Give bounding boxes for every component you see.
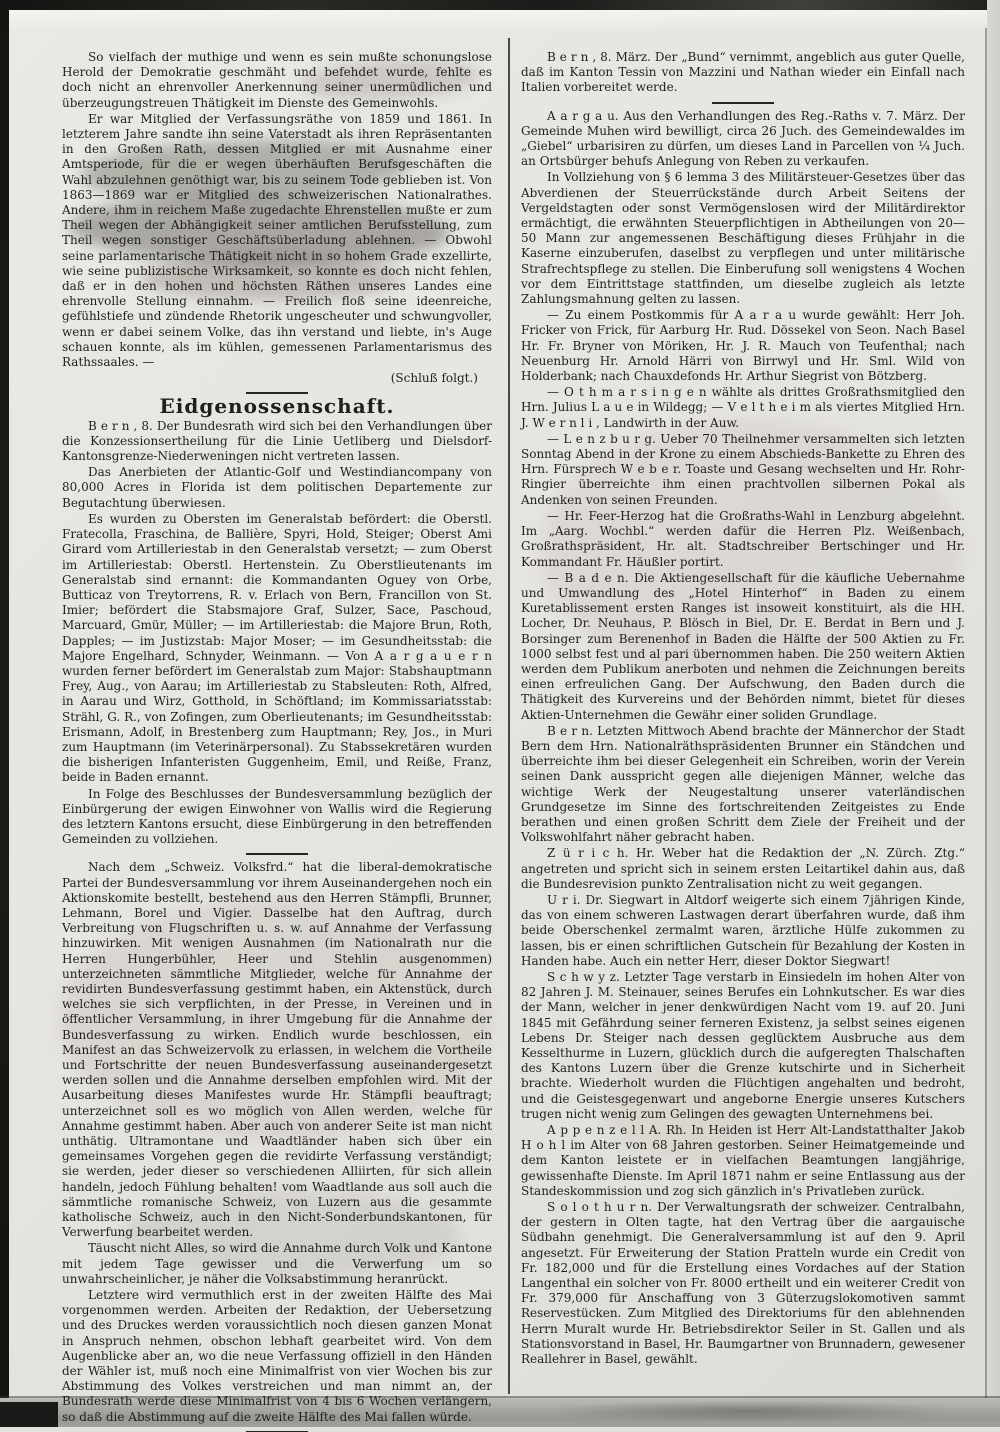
- article-paragraph: S o l o t h u r n. Der Verwaltungsrath der schweizer. Centralbahn, der gestern in Olten tagte, hat den Vertrag über die aargauische Südbahn genehmigt. Die Generalversammlung ist auf den 9. April angesetzt. Für Erweiterung der Station Pratteln wurde ein Credit von Fr. 182,000 und für die Erstellung eines Vordaches auf der Station Langenthal ein solcher von Fr. 8000 ertheilt und ein weiterer Credit von Fr. 379,000 für Anschaffung von 3 Güterzugslokomotiven sammt Reservestücken. Zum Mitglied des Direktoriums für den ablehnenden Herrn Muralt wurde Hr. Betriebsdirektor Seiler in St. Gallen und als Stationsvorstand in Basel, Hr. Baumgartner von Brunnadern, gewesener Reallehrer in Basel, gewählt.: [521, 1200, 965, 1367]
- page-edge-highlight: [0, 10, 1000, 32]
- article-paragraph: In Folge des Beschlusses der Bundesversammlung bezüglich der Einbürgerung der ewigen Einwohner von Wallis wird die Regierung des letztern Kantons ersucht, diese Einbürgerung in den betreffenden Gemeinden zu vollziehen.: [62, 786, 492, 847]
- article-paragraph: B e r n , 8. März. Der „Bund“ vernimmt, angeblich aus guter Quelle, daß im Kanton Tessin von Mazzini und Nathan wieder ein Einfall nach Italien vorbereitet werde.: [521, 50, 965, 95]
- article-paragraph: In Vollziehung von § 6 lemma 3 des Militärsteuer-Gesetzes über das Abverdienen der Steuerrückstände durch Arbeit Seitens der Vergeldstagten oder sonst Vermögenslosen wird der Militärdirektor ermächtigt, die erwähnten Steuerpflichtigen in Abtheilungen von 20—50 Mann zur angemessenen Beschäftigung dieses Frühjahr in die Kaserne einzuberufen, daselbst zu verpflegen und unter militärische Strafrechtspflege zu stellen. Die Einberufung soll wenigstens 4 Wochen vor dem Eintrittstage stattfinden, um dieselbe zugleich als letzte Zahlungsmahnung gelten zu lassen.: [521, 170, 965, 307]
- article-paragraph: — B a d e n. Die Aktiengesellschaft für die käufliche Uebernahme und Umwandlung des „Hotel Hinterhof“ in Baden zu einem Kuretablissement ersten Ranges ist insoweit konstituirt, als die HH. Locher, Dr. Neuhaus, P. Blösch in Biel, Dr. E. Berdat in Bern und J. Borsinger zum Berenenhof in Baden die Hälfte der 500 Aktien zu Fr. 1000 selbst fest und al pari übernommen haben. Die 250 weitern Aktien werden dem Publikum anerboten und nehmen die Zeichnungen bereits einen erfreulichen Gang. Der Aufschwung, den Baden durch die Thätigkeit des Kurvereins und der Behörden nimmt, bietet für dieses Aktien-Unternehmen die Gewähr einer soliden Grundlage.: [521, 570, 965, 722]
- article-paragraph: Er war Mitglied der Verfassungsräthe von 1859 und 1861. In letzterem Jahre sandte ihn seine Vaterstadt als ihren Repräsentanten in den Großen Rath, dessen Mitglied er mit Ausnahme einer Amtsperiode, für die er wegen überhäuften Berufsgeschäften die Wahl abzulehnen genöthigt war, bis zu seinem Tode geblieben ist. Von 1863—1869 war er Mitglied des schweizerischen Nationalrathes. Andere, ihm in reichem Maße zugedachte Ehrenstellen mußte er zum Theil wegen der Abhängigkeit seiner amtlichen Berufsstellung, zum Theil wegen sonstiger Geschäftsüberladung ablehnen. — Obwohl seine parlamentarische Thätigkeit nicht in so hohem Grade exzellirte, wie seine publizistische Wirksamkeit, so konnte es doch nicht fehlen, daß er in den hohen und höchsten Räthen unseres Landes eine ehrenvolle Stellung einnahm. — Freilich floß seine ideenreiche, gefühlstiefe und zündende Rhetorik ungescheuter und schwungvoller, wenn er dabei seinem Volke, das ihn verstand und liebte, in's Auge schauen konnte, als im kühlen, gemessenen Parlamentarismus des Rathssaales. —: [62, 111, 492, 370]
- article-paragraph: Z ü r i c h. Hr. Weber hat die Redaktion der „N. Zürch. Ztg.“ angetreten und spricht sich in seinem ersten Leitartikel dahin aus, daß die Bundesrevision punkto Zentralisation nicht zu weit gegangen.: [521, 846, 965, 891]
- article-paragraph: Es wurden zu Obersten im Generalstab befördert: die Oberstl. Fratecolla, Fraschina, de Ballière, Spyri, Hold, Steiger; Oberst Ami Girard vom Artilleriestab in den Generalstab versetzt; — zum Oberst im Artilleriestab: Oberstl. Hertenstein. Zu Oberstlieutenants im Generalstab sind ernannt: die Kommandanten Oguey von Orbe, Butticaz von Treytorrens, R. v. Erlach von Bern, Francillon von St. Imier; befördert die Stabsmajore Graf, Sulzer, Sace, Paschoud, Marcuard, Gmür, Müller; — im Artilleriestab: die Majore Brun, Roth, Dapples; — im Justizstab: Major Moser; — im Gesundheitsstab: die Majore Engelhard, Schnyder, Weinmann. — Von A a r g a u e r n wurden ferner befördert im Generalstab zum Major: Stabshauptmann Frey, Aug., von Aarau; im Artilleriestab zu Stabsleuten: Roth, Alfred, in Aarau und Wirz, Gotthold, in Schöftland; im Kommissariatsstab: Strähl, G. R., von Zofingen, zum Oberlieutenants; im Gesundheitsstab: Erismann, Adolf, in Brestenberg zum Hauptmann; Rey, Jos., in Muri zum Hauptmann (im Veterinärpersonal). Zu Stabssekretären wurden die bisherigen Infanteristen Guggenheim, Emil, und Reiße, Franz, beide in Baden ernannt.: [62, 511, 492, 785]
- section-divider-rule: [712, 102, 774, 104]
- article-paragraph: A p p e n z e l l A. Rh. In Heiden ist Herr Alt-Landstatthalter Jakob H o h l im Alter von 68 Jahren gestorben. Seiner Heimatgemeinde und dem Kanton leistete er in vielfachen Beamtungen langjährige, gewissenhafte Dienste. Im April 1871 nahm er seine Entlassung aus der Standeskommission und zog sich gänzlich in's Privatleben zurück.: [521, 1123, 965, 1198]
- article-paragraph: Letztere wird vermuthlich erst in der zweiten Hälfte des Mai vorgenommen werden. Arbeiten der Redaktion, der Uebersetzung und des Druckes werden voraussichtlich noch diesen ganzen Monat in Anspruch nehmen, obschon lebhaft gearbeitet wird. Von dem Augenblicke aber an, wo die neue Verfassung offiziell in den Händen der Wähler ist, muß noch eine Minimalfrist von vier Wochen bis zur Abstimmung des Volkes verstreichen und man nimmt an, der Bundesrath werde diese Minimalfrist von 4 bis 6 Wochen verlängern, so daß die Abstimmung auf die zweite Hälfte des Mai fallen würde.: [62, 1288, 492, 1424]
- article-paragraph: Das Anerbieten der Atlantic-Golf und Westindiancompany von 80,000 Acres in Florida ist dem politischen Departemente zur Begutachtung überwiesen.: [62, 465, 492, 510]
- scan-bottom-smear: [540, 1400, 960, 1422]
- article-paragraph: — L e n z b u r g. Ueber 70 Theilnehmer versammelten sich letzten Sonntag Abend in der Krone zu einem Abschieds-Bankette zu Ehren des Hrn. Fürsprech W e b e r. Toaste und Gesang wechselten und Hr. Rohr-Ringier überreichte ihm einen prachtvollen silbernen Pokal als Andenken von seinen Freunden.: [521, 431, 965, 507]
- page-edge-right: [987, 0, 1000, 1432]
- column-divider-rule: [508, 38, 510, 1394]
- article-paragraph: B e r n. Letzten Mittwoch Abend brachte der Männerchor der Stadt Bern dem Hrn. Nationalräthspräsidenten Brunner ein Ständchen und überreichte ihm bei dieser Gelegenheit ein Schreiben, worin der Verein seinen Dank ausspricht gegen alle diejenigen Männer, welche das wichtige Werk der Neugestaltung unserer vaterländischen Grundgesetze im Sinne des fortschreitenden Zeitgeistes zu Ende berathen und einen großen Schritt dem Ziele der Freiheit und der Volkswohlfahrt näher gebracht haben.: [521, 723, 965, 845]
- article-paragraph: B e r n , 8. Der Bundesrath wird sich bei den Verhandlungen über die Konzessionsertheilung für die Linie Uetliberg und Dielsdorf-Kantonsgrenze-Niederweningen nicht vertreten lassen.: [62, 418, 492, 464]
- article-paragraph: — Hr. Feer-Herzog hat die Großraths-Wahl in Lenzburg abgelehnt. Im „Aarg. Wochbl.“ werden dafür die Herren Plz. Weißenbach, Großrathspräsident, Hr. alt. Stadtschreiber Bertschinger und Hr. Kommandant Fr. Häußler portirt.: [521, 508, 965, 569]
- article-paragraph: U r i. Dr. Siegwart in Altdorf weigerte sich einem 7jährigen Kinde, das von einem schweren Lastwagen derart überfahren wurde, daß ihm beide Oberschenkel zermalmt waren, ärztliche Hülfe zukommen zu lassen, bis er einen schriftlichen Gutschein für Bezahlung der Kosten in Handen habe. Auch ein netter Herr, dieser Doktor Siegwart!: [521, 892, 965, 968]
- continuation-note: (Schluß folgt.): [390, 371, 478, 386]
- section-heading: Eidgenossenschaft.: [159, 394, 395, 419]
- scan-edge-left: [0, 0, 9, 1412]
- article-paragraph: — O t h m a r s i n g e n wählte als drittes Großrathsmitglied den Hrn. Julius L a u e in Wildegg; — V e l t h e i m als viertes Mitglied Hrn. J. W e r n l i , Landwirth in der Auw.: [521, 385, 965, 430]
- scan-edge-top: [0, 0, 1000, 10]
- article-paragraph: So vielfach der muthige und wenn es sein mußte schonungslose Herold der Demokratie geschmäht und befehdet wurde, fehlte es doch nicht an ehrenvoller Anerkennung seiner unermüdlichen und überzeugungstreuen Thätigkeit im Dienste des Gemeinwohls.: [62, 50, 492, 110]
- newspaper-column-right: [521, 50, 965, 1368]
- newspaper-column-left: [62, 50, 492, 1432]
- article-paragraph: S c h w y z. Letzter Tage verstarb in Einsiedeln im hohen Alter von 82 Jahren J. M. Steinauer, seines Berufes ein Lohnkutscher. Es war dies der Mann, welcher in jener denkwürdigen Nacht vom 19. auf 20. Juni 1845 mit Gefährdung seiner ferneren Existenz, ja selbst seines eigenen Lebens Dr. Steiger nach dessen geglücktem Ausbruche aus dem Kesselthurme in Luzern, glücklich durch die aufgeregten Thalschaften des Kantons Luzern über die Grenze kutschirte und in Sicherheit brachte. Wiederholt wurden die Flüchtigen angehalten und bedroht, und die Geistesgegenwart und angeborne Energie unseres Kutschers trugen nicht wenig zum Gelingen des gewagten Unternehmens bei.: [521, 969, 965, 1121]
- article-paragraph: Täuscht nicht Alles, so wird die Annahme durch Volk und Kantone mit jedem Tage gewisser und die Verwerfung um so unwahrscheinlicher, je näher die Volksabstimmung heranrückt.: [62, 1241, 492, 1286]
- article-paragraph: Nach dem „Schweiz. Volksfrd.“ hat die liberal-demokratische Partei der Bundesversammlung vor ihrem Auseinandergehen noch ein Aktionskomite bestellt, bestehend aus den Herren Stämpfli, Brunner, Lehmann, Borel und Vigier. Dasselbe hat den Auftrag, durch Verbreitung von Flugschriften u. s. w. auf Annahme der Verfassung hinzuwirken. Mit wenigen Ausnahmen (im Nationalrath nur die Herren Hungerbühler, Heer und Stehlin ausgenommen) unterzeichneten sämmtliche Mitglieder, welche für Annahme der revidirten Bundesverfassung gestimmt haben, ein Aktenstück, durch welches sie sich verpflichten, in der Presse, in Vereinen und in öffentlicher Versammlung, in ihrer Umgebung für die Annahme der Bundesverfassung zu wirken. Endlich wurde beschlossen, ein Manifest an das Schweizervolk zu erlassen, in welchem die Vortheile und Fortschritte der neuen Bundesverfassung auseinandergesetzt werden sollen und die Annahme derselben empfohlen wird. Mit der Ausarbeitung dieses Manifestes wurde Hr. Stämpfli beauftragt; unterzeichnet soll es wo möglich von Allen werden, welche für Annahme gestimmt haben. Aber auch von anderer Seite ist man nicht unthätig. Ultramontane und Waadtländer haben sich über ein gemeinsames Vorgehen gegen die revidirte Verfassung verständigt; sie werden, jeder dieser so verschiedenen Alliirten, für sich allein handeln, jedoch Fühlung behalten! vom Waadtlande aus soll auch die sämmtliche romanische Schweiz, von Luzern aus die gesammte katholische Schweiz, auch in den Nicht-Sonderbundskantonen, für Verwerfung bearbeitet werden.: [62, 860, 492, 1240]
- article-paragraph: A a r g a u. Aus den Verhandlungen des Reg.-Raths v. 7. März. Der Gemeinde Muhen wird bewilligt, circa 26 Juch. des Gemeindewaldes im „Giebel“ urbarisiren zu dürfen, um dieses Land in Parcellen von ¼ Juch. an Ortsbürger behufs Anlegung von Reben zu verkaufen.: [521, 108, 965, 169]
- article-paragraph: — Zu einem Postkommis für A a r a u wurde gewählt: Herr Joh. Fricker von Frick, für Aarburg Hr. Rud. Dössekel von Seon. Nach Basel Hr. Fr. Bryner von Möriken, Hr. J. R. Mauch von Teufenthal; nach Neuenburg Hr. Arnold Härri von Birrwyl und Hr. Sml. Wild von Holderbank; nach Chauxdefonds Hr. Arthur Siegrist von Bötzberg.: [521, 308, 965, 384]
- section-divider-rule: [246, 853, 308, 855]
